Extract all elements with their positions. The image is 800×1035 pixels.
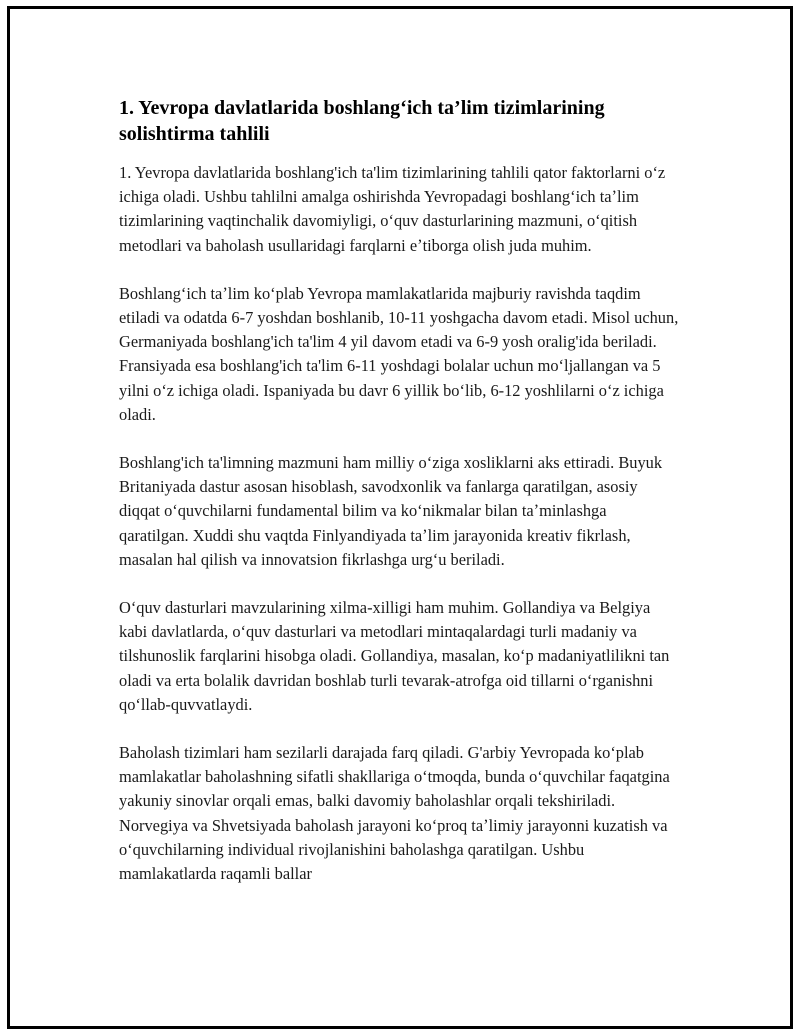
section-heading: 1. Yevropa davlatlarida boshlang‘ich ta’lim tizimlarining solishtirma tahlili <box>119 97 605 145</box>
paragraph-content: Boshlang'ich ta'limning mazmuni ham milliy oʻziga xosliklarni aks ettiradi. Buyuk Britaniyada dastur asosan hisoblash, savodxonlik va fanlarga qaratilgan, asosiy diqqat oʻquvchilarni fundamental bilim va koʻnikmalar bilan taʼminlashga qaratilgan. Xuddi shu vaqtda Finlyandiyada taʼlim jarayonida kreativ fikrlash, masalan hal qilish va innovatsion fikrlashga urgʻu beriladi. <box>119 453 663 569</box>
paragraph-curricula: Oʻquv dasturlari mavzularining xilma-xilligi ham muhim. Gollandiya va Belgiya kabi davlatlarda, oʻquv dasturlari va metodlari mintaqalardagi turli madaniy va tilshunoslik farqlarini hisobga oladi. Gollandiya, masalan, koʻp madaniyatlilikni tan oladi va erta bolalik davridan boshlab turli tevarak-atrofga oid tillarni oʻrganishni qoʻllab-quvvatlaydi. <box>119 598 670 714</box>
paragraph-assessment: Baholash tizimlari ham sezilarli darajada farq qiladi. G'arbiy Yevropada koʻplab mamlakatlar baholashning sifatli shakllariga oʻtmoqda, bunda oʻquvchilar faqatgina yakuniy sinovlar orqali emas, balki davomiy baholashlar orqali tekshiriladi. Norvegiya va Shvetsiyada baholash jarayoni koʻproq taʼlimiy jarayonni kuzatish va oʻquvchilarning individual rivojlanishini baholashga qaratilgan. Ushbu mamlakatlarda raqamli ballar <box>119 743 670 884</box>
paragraph-intro: 1. Yevropa davlatlarida boshlang'ich ta'lim tizimlarining tahlili qator faktorlarni oʻz ichiga oladi. Ushbu tahlilni amalga oshirishda Yevropadagi boshlangʻich taʼlim tizimlarining vaqtinchalik davomiyligi, oʻquv dasturlarining mazmuni, oʻqitish metodlari va baholash usullaridagi farqlarni eʼtiborga olish juda muhim. <box>119 163 666 255</box>
paragraph-duration: Boshlangʻich taʼlim koʻplab Yevropa mamlakatlarida majburiy ravishda taqdim etiladi va odatda 6-7 yoshdan boshlanib, 10-11 yoshgacha davom etadi. Misol uchun, Germaniyada boshlang'ich ta'lim 4 yil davom etadi va 6-9 yosh oralig'ida beriladi. Fransiyada esa boshlang'ich ta'lim 6-11 yoshdagi bolalar uchun moʻljallangan va 5 yilni oʻz ichiga oladi. Ispaniyada bu davr 6 yillik boʻlib, 6-12 yoshlilarni oʻz ichiga oladi. <box>119 283 679 424</box>
document-body <box>119 95 679 910</box>
document-page <box>7 6 793 1029</box>
